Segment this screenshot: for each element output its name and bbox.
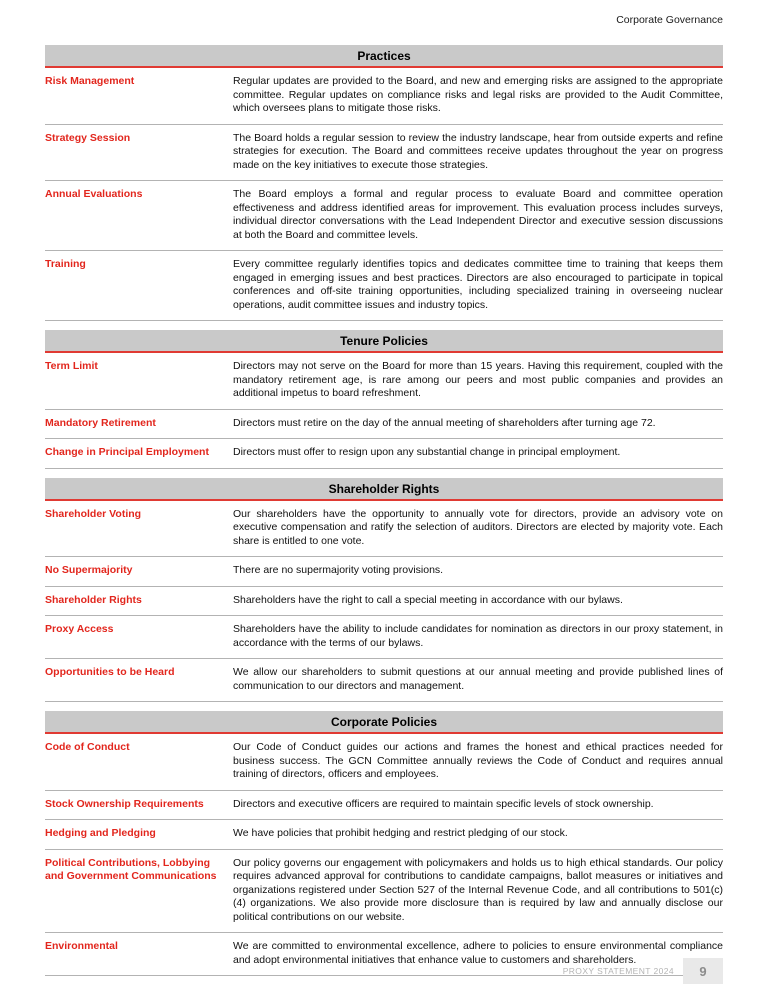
row-text: Our shareholders have the opportunity to annually vote for directors, provide an advisory vote on executive compensation and ratify the selection of auditors. Directors are elected by majority vote. Each share is entitled to one vote. — [233, 507, 723, 547]
table-row — [45, 251, 723, 321]
row-text: Every committee regularly identifies topics and dedicates committee time to training that keeps them engaged in emerging issues and best practices. Directors are also encouraged to participate in topical conferences and off-site training opportunities, including specialized training in overseeing nuclear operations, audit committee issues and industry topics. — [233, 258, 723, 311]
table-row — [45, 791, 723, 821]
section-title: Tenure Policies — [45, 330, 723, 353]
row-label: Political Contributions, Lobbying and Government Communications — [45, 856, 217, 882]
row-label: Annual Evaluations — [45, 188, 143, 200]
row-label: Environmental — [45, 940, 118, 952]
table-row — [45, 439, 723, 469]
row-label: Strategy Session — [45, 131, 131, 144]
section-title: Shareholder Rights — [45, 478, 723, 501]
footer-label: PROXY STATEMENT 2024 — [562, 966, 674, 976]
row-text: Our Code of Conduct guides our actions and frames the honest and ethical practices needed for business success. The GCN Committee annually reviews the Code of Conduct and requires annual training of directors, officers and employees. — [233, 741, 723, 780]
table-row — [45, 734, 723, 791]
row-label: Risk Management — [45, 75, 135, 87]
row-text: Regular updates are provided to the Board, and new and emerging risks are assigned to the appropriate committee. Regular updates on compliance risks and legal risks are provided to the Audit Committee, which oversees plans to mitigate those risks. — [233, 75, 723, 114]
row-label: Opportunities to be Heard — [45, 666, 175, 678]
table-row — [45, 557, 723, 587]
table-row — [45, 68, 723, 125]
row-text: Shareholders have the right to call a special meeting in accordance with our bylaws. — [233, 593, 623, 606]
row-label: Proxy Access — [45, 623, 114, 635]
row-text: Directors and executive officers are required to maintain specific levels of stock ownership. — [233, 797, 654, 810]
row-text: Directors may not serve on the Board for more than 15 years. Having this requirement, coupled with the mandatory retirement age, is rare among our peers and most public companies and provides an additional impetus to board refreshment. — [233, 360, 723, 399]
page-number: 9 — [683, 958, 723, 984]
row-label: Shareholder Voting — [45, 507, 142, 520]
section-practices — [45, 45, 723, 321]
row-text: We allow our shareholders to submit questions at our annual meeting and provide published lines of communication to our directors and management. — [233, 666, 723, 692]
section-corporate-policies — [45, 711, 723, 976]
section-title: Practices — [45, 45, 723, 68]
row-text: Shareholders have the ability to include candidates for nomination as directors in our proxy statement, in accordance with the terms of our bylaws. — [233, 623, 723, 649]
row-label: Hedging and Pledging — [45, 827, 156, 839]
row-label: Training — [45, 258, 86, 270]
section-title: Corporate Policies — [45, 711, 723, 734]
table-row — [45, 850, 723, 934]
running-header: Corporate Governance — [616, 14, 723, 26]
row-text: Our policy governs our engagement with policymakers and holds us to high ethical standards. Our policy requires advanced approval for contributions to candidate campaigns, ballot measures or initiatives and organizations registered under Section 527 of the Internal Revenue Code, and all contributions to 501(c)(4) organizations. We also provide more disclosure than is required by law and annually disclose our political contributions on our website. — [233, 856, 723, 923]
row-text: Directors must offer to resign upon any substantial change in principal employment. — [233, 446, 621, 458]
table-row — [45, 181, 723, 251]
row-label: No Supermajority — [45, 564, 133, 576]
table-row — [45, 501, 723, 558]
table-row — [45, 616, 723, 659]
table-row — [45, 410, 723, 440]
row-label: Code of Conduct — [45, 741, 130, 753]
row-text: We are committed to environmental excellence, adhere to policies to ensure environmental compliance and adopt environmental initiatives that enhance value to customers and shareholders. — [233, 940, 723, 966]
table-row — [45, 820, 723, 850]
row-label: Stock Ownership Requirements — [45, 797, 204, 810]
row-text: There are no supermajority voting provisions. — [233, 564, 444, 576]
row-label: Shareholder Rights — [45, 593, 142, 606]
table-row — [45, 659, 723, 702]
row-label: Term Limit — [45, 360, 98, 372]
governance-sections — [45, 45, 723, 976]
section-shareholder-rights — [45, 478, 723, 703]
table-row — [45, 125, 723, 182]
page-footer — [563, 958, 723, 984]
table-row — [45, 353, 723, 410]
row-text: The Board holds a regular session to review the industry landscape, hear from outside experts and refine strategies for execution. The Board and committees receive updates throughout the year on progress made on the key initiatives to execute those strategies. — [233, 131, 723, 171]
row-label: Change in Principal Employment — [45, 446, 209, 458]
row-label: Mandatory Retirement — [45, 416, 156, 429]
section-tenure-policies — [45, 330, 723, 469]
table-row — [45, 587, 723, 617]
row-text: We have policies that prohibit hedging and restrict pledging of our stock. — [233, 827, 568, 839]
row-text: Directors must retire on the day of the annual meeting of shareholders after turning age 72. — [233, 416, 656, 429]
row-text: The Board employs a formal and regular process to evaluate Board and committee operation effectiveness and address identified areas for improvement. This evaluation process includes surveys, individual director conversations with the Lead Independent Director and executive session discussions at both the Board and committee levels. — [233, 188, 723, 241]
